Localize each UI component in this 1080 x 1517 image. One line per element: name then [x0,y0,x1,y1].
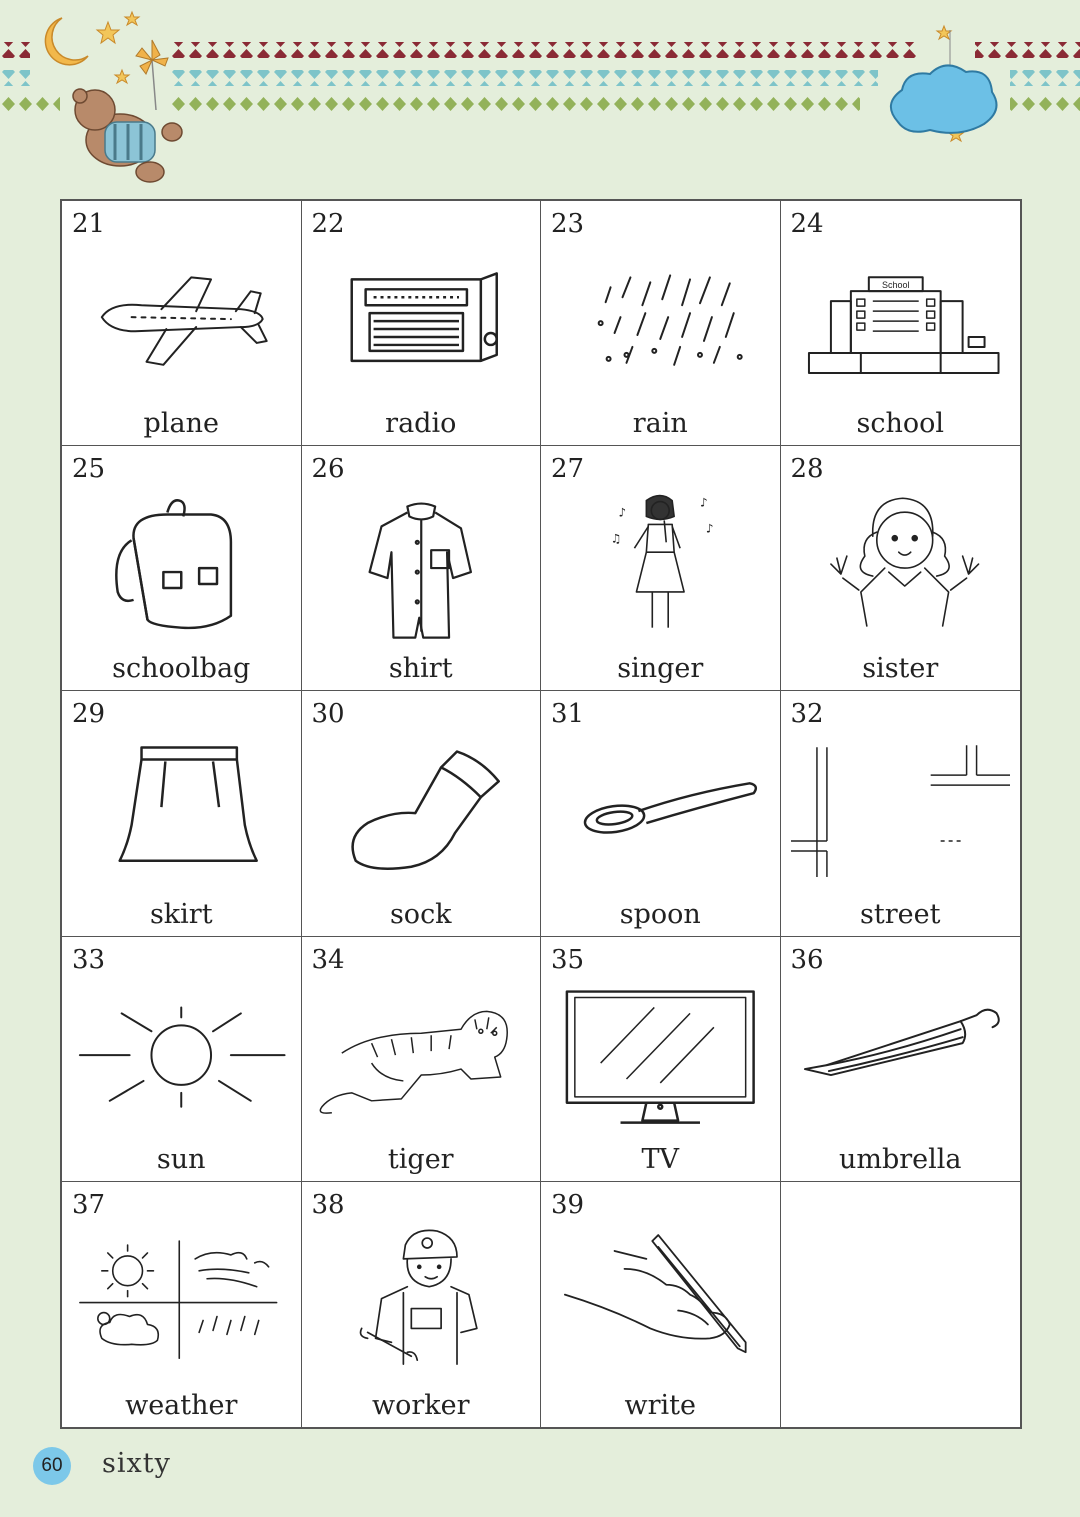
card-word: weather [125,1389,238,1421]
page-number: 60 [41,1455,63,1476]
card-number: 21 [72,209,106,239]
card-number: 22 [311,209,345,239]
vocab-card [541,691,781,936]
tv-icon [551,981,770,1135]
vocab-card [302,446,542,691]
card-number: 30 [311,699,345,730]
page-number-word: sixty [102,1448,171,1479]
card-number: 27 [551,454,585,485]
card-number: 37 [72,1189,106,1220]
card-word: radio [385,408,457,440]
moon-icon [45,18,88,65]
vocab-card [781,201,1021,446]
card-word: worker [371,1389,470,1421]
rain-icon [551,245,770,399]
shirt-icon [312,490,531,644]
header-decoration [0,0,1080,190]
card-number: 28 [790,454,824,485]
vocab-card [781,937,1021,1182]
card-number: 26 [311,454,345,485]
umbrella-icon [791,981,1011,1135]
radio-icon [312,245,531,399]
school-icon [791,245,1011,399]
card-word: plane [143,408,219,440]
card-number: 38 [311,1189,345,1220]
write-icon [551,1226,770,1381]
sock-icon [312,735,531,889]
card-word: shirt [388,653,453,685]
card-word: rain [632,408,688,440]
card-word: schoolbag [112,653,251,685]
vocab-card [62,1182,302,1427]
empty-card [781,1182,1021,1427]
card-number: 39 [551,1189,585,1220]
card-word: spoon [619,898,701,930]
card-word: skirt [149,898,213,930]
card-number: 32 [790,699,824,730]
card-word: tiger [387,1143,454,1175]
sun-icon [72,981,291,1135]
card-number: 33 [72,944,106,975]
vocab-card [62,201,302,446]
sister-icon [791,490,1011,644]
card-word: school [856,408,944,440]
vocab-card [781,691,1021,936]
worker-icon [312,1226,531,1381]
card-number: 24 [790,209,824,239]
vocab-card [541,201,781,446]
page-number-badge [33,1447,71,1485]
street-icon [791,735,1011,889]
vocab-card [62,446,302,691]
vocab-card [302,1182,542,1427]
plane-icon [72,245,291,399]
svg-text:♪: ♪ [699,495,708,510]
vocabulary-grid [60,199,1022,1429]
card-number: 31 [551,699,585,730]
school-sign-text: School [881,280,909,291]
card-word: sister [862,653,939,685]
pinwheel-icon [136,40,168,110]
card-number: 35 [551,944,585,975]
vocab-card [62,691,302,936]
card-word: write [624,1389,696,1421]
card-number: 23 [551,209,585,239]
vocab-card [62,937,302,1182]
weather-icon [72,1226,291,1381]
card-number: 29 [72,699,106,730]
card-word: umbrella [838,1143,962,1175]
card-word: TV [641,1143,679,1175]
card-word: street [860,898,941,930]
card-word: sock [389,898,452,930]
vocab-card [302,201,542,446]
teddy-bear-icon [73,89,182,182]
skirt-icon [72,735,291,889]
svg-text:♪: ♪ [618,505,627,520]
vocab-card [541,446,781,691]
schoolbag-icon [72,490,291,644]
card-number: 25 [72,454,106,485]
svg-text:♪: ♪ [705,521,714,536]
vocab-card [541,1182,781,1427]
singer-icon [551,490,770,644]
vocab-card [302,937,542,1182]
vocab-card [302,691,542,936]
vocab-card [541,937,781,1182]
svg-text:♫: ♫ [610,531,622,546]
spoon-icon [551,735,770,889]
card-word: singer [617,653,704,685]
card-word: sun [156,1143,206,1175]
vocab-card [781,446,1021,691]
card-number: 36 [790,944,824,975]
tiger-icon [312,981,531,1135]
card-number: 34 [311,944,345,975]
